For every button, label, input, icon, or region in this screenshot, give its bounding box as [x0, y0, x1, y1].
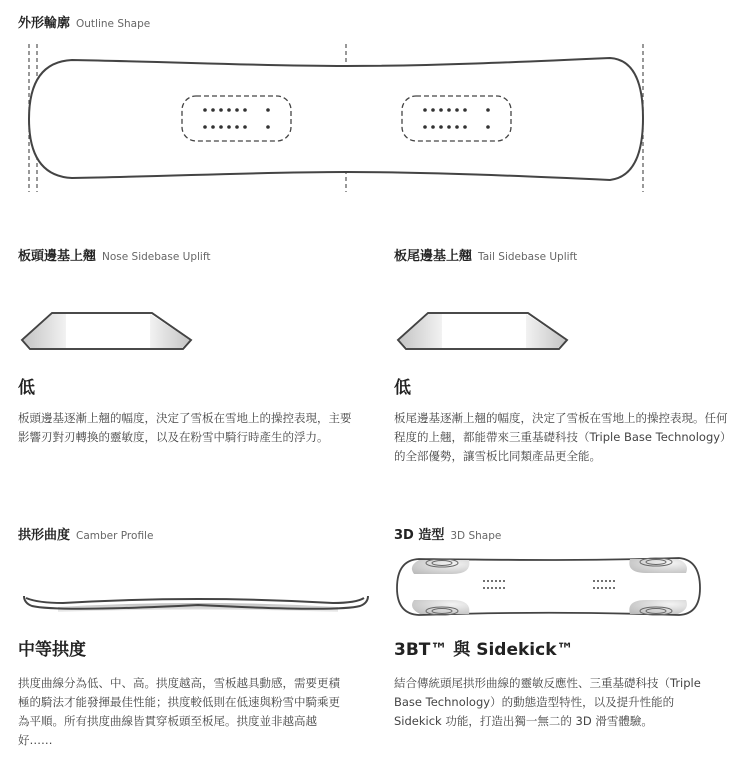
camber-profile-diagram — [18, 585, 378, 625]
outline-shape-diagram — [0, 0, 750, 200]
tail-uplift-diagram — [376, 300, 576, 360]
nose-level: 低 — [18, 378, 35, 398]
nose-description: 板頭邊基逐漸上翹的幅度，決定了雪板在雪地上的操控表現，主要影響刃對刃轉換的靈敏度，以及在粉雪中騎行時產生的浮力。 — [18, 411, 352, 444]
outline-title-en: Outline Shape — [76, 18, 151, 30]
nose-uplift-diagram — [0, 300, 200, 360]
camber-title-zh: 拱形曲度 — [18, 528, 71, 543]
shape3d-title-en: 3D Shape — [450, 530, 502, 542]
shape3d-heading — [394, 524, 501, 543]
camber-title-en: Camber Profile — [76, 530, 154, 542]
tail-level: 低 — [394, 378, 411, 398]
tail-title-en: Tail Sidebase Uplift — [478, 251, 578, 263]
shape3d-diagram — [394, 552, 714, 622]
shape3d-title-zh: 3D 造型 — [394, 528, 445, 543]
shape3d-level: 3BT™ 與 Sidekick™ — [394, 640, 574, 660]
nose-right-shade — [150, 314, 190, 348]
nose-title-zh: 板頭邊基上翹 — [18, 249, 97, 264]
tail-title-zh: 板尾邊基上翹 — [394, 249, 473, 264]
nose-title-en: Nose Sidebase Uplift — [102, 251, 211, 263]
shape3d-description: 結合傳統頭尾拱形曲線的靈敏反應性、三重基礎科技（Triple Base Technology）的動態造型特性，以及提升性能的 Sidekick 功能，打造出獨一無二的 3D 滑雪體驗。 — [394, 676, 701, 728]
camber-description: 拱度曲線分為低、中、高。拱度越高，雪板越具動感，需要更積極的騎法才能發揮最佳性能；拱度較低則在低速與粉雪中騎乘更為平順。所有拱度曲線皆貫穿板頭至板尾。拱度並非越高越好…… — [18, 676, 340, 747]
board-outline — [29, 58, 643, 180]
tail-heading — [394, 245, 577, 264]
camber-heading — [18, 524, 153, 543]
tail-right-shade — [526, 314, 566, 348]
outline-title-zh: 外形輪廓 — [18, 16, 71, 31]
camber-level: 中等拱度 — [18, 640, 86, 660]
nose-heading — [18, 245, 210, 264]
tail-description: 板尾邊基逐漸上翹的幅度，決定了雪板在雪地上的操控表現。任何程度的上翹，都能帶來三重基礎科技（Triple Base Technology）的全部優勢，讓雪板比同類產品更全能。 — [394, 411, 732, 463]
